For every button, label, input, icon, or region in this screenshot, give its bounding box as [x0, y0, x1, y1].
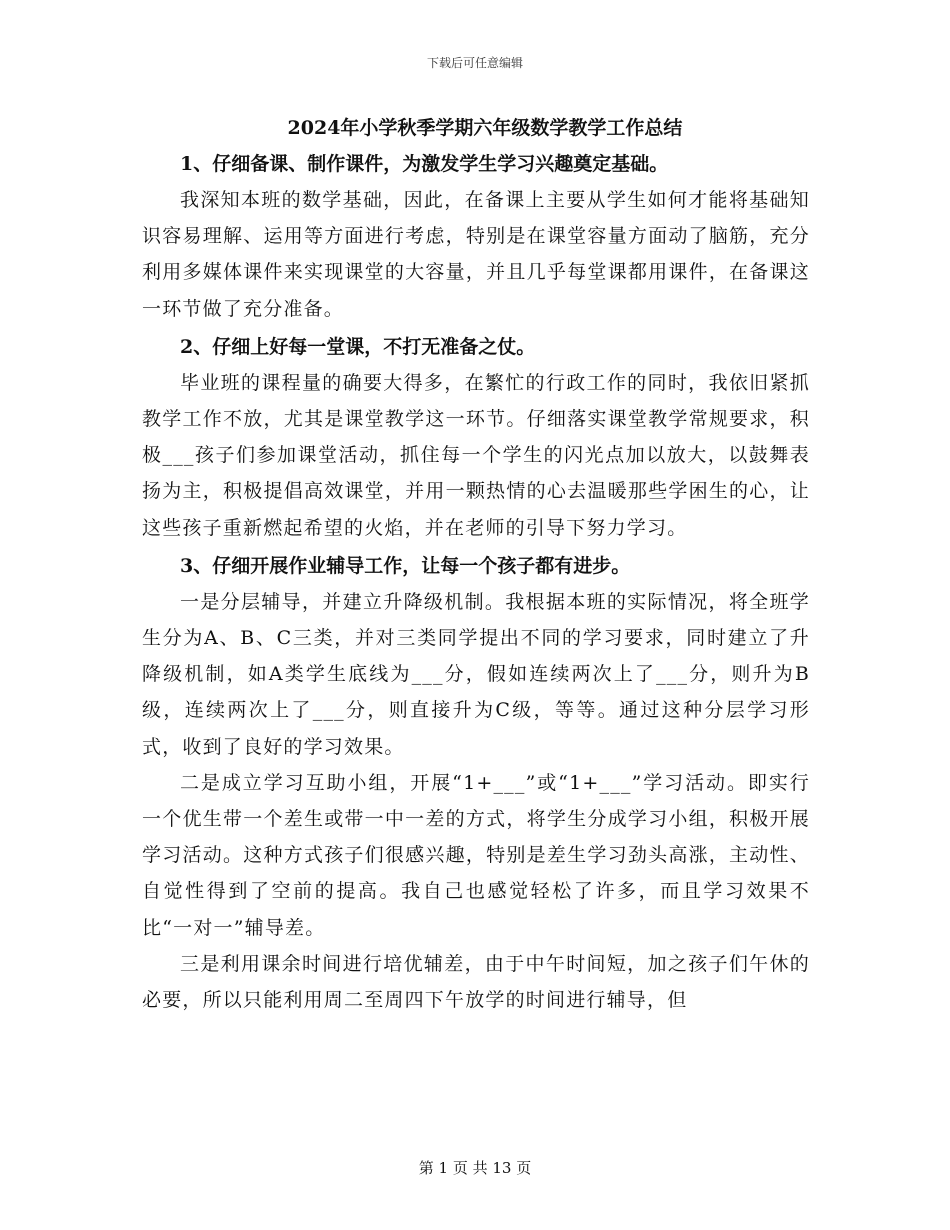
- paragraph: 二是成立学习互助小组，开展“1+___”或“1+___”学习活动。即实行一个优生带一个差生或带一中一差的方式，将学生分成学习小组，积极开展学习活动。这种方式孩子们很感兴趣，特别是差生学习劲头高涨，主动性、自觉性得到了空前的提高。我自己也感觉轻松了许多，而且学习效果不比“一对一”辅导差。: [142, 771, 810, 939]
- document-body: [142, 110, 810, 1018]
- paragraph: 三是利用课余时间进行培优辅差，由于中午时间短，加之孩子们午休的必要，所以只能利用周二至周四下午放学的时间进行辅导，但: [142, 952, 810, 1012]
- paragraph: 毕业班的课程量的确要大得多，在繁忙的行政工作的同时，我依旧紧抓教学工作不放，尤其是课堂教学这一环节。仔细落实课堂教学常规要求，积极___孩子们参加课堂活动，抓住每一个学生的闪光点加以放大，以鼓舞表扬为主，积极提倡高效课堂，并用一颗热情的心去温暖那些学困生的心，让这些孩子重新燃起希望的火焰，并在老师的引导下努力学习。: [142, 371, 810, 539]
- paragraph: 一是分层辅导，并建立升降级机制。我根据本班的实际情况，将全班学生分为A、B、C三类，并对三类同学提出不同的学习要求，同时建立了升降级机制，如A类学生底线为___分，假如连续两次上了___分，则升为B级，连续两次上了___分，则直接升为C级，等等。通过这种分层学习形式，收到了良好的学习效果。: [142, 590, 810, 758]
- section-heading-3: 3、仔细开展作业辅导工作，让每一个孩子都有进步。: [180, 554, 631, 577]
- section-heading-1: 1、仔细备课、制作课件，为激发学生学习兴趣奠定基础。: [180, 153, 669, 175]
- paragraph: 我深知本班的数学基础，因此，在备课上主要从学生如何才能将基础知识容易理解、运用等方面进行考虑，特别是在课堂容量方面动了脑筋，充分利用多媒体课件来实现课堂的大容量，并且几乎每堂课都用课件，在备课这一环节做了充分准备。: [142, 189, 810, 320]
- section-heading-2: 2、仔细上好每一堂课，不打无准备之仗。: [180, 335, 536, 358]
- document-title: 2024年小学秋季学期六年级数学教学工作总结: [287, 117, 683, 139]
- page-header: 下载后可任意编辑: [426, 56, 523, 70]
- page-footer: 第 1 页 共 13 页: [418, 1159, 532, 1177]
